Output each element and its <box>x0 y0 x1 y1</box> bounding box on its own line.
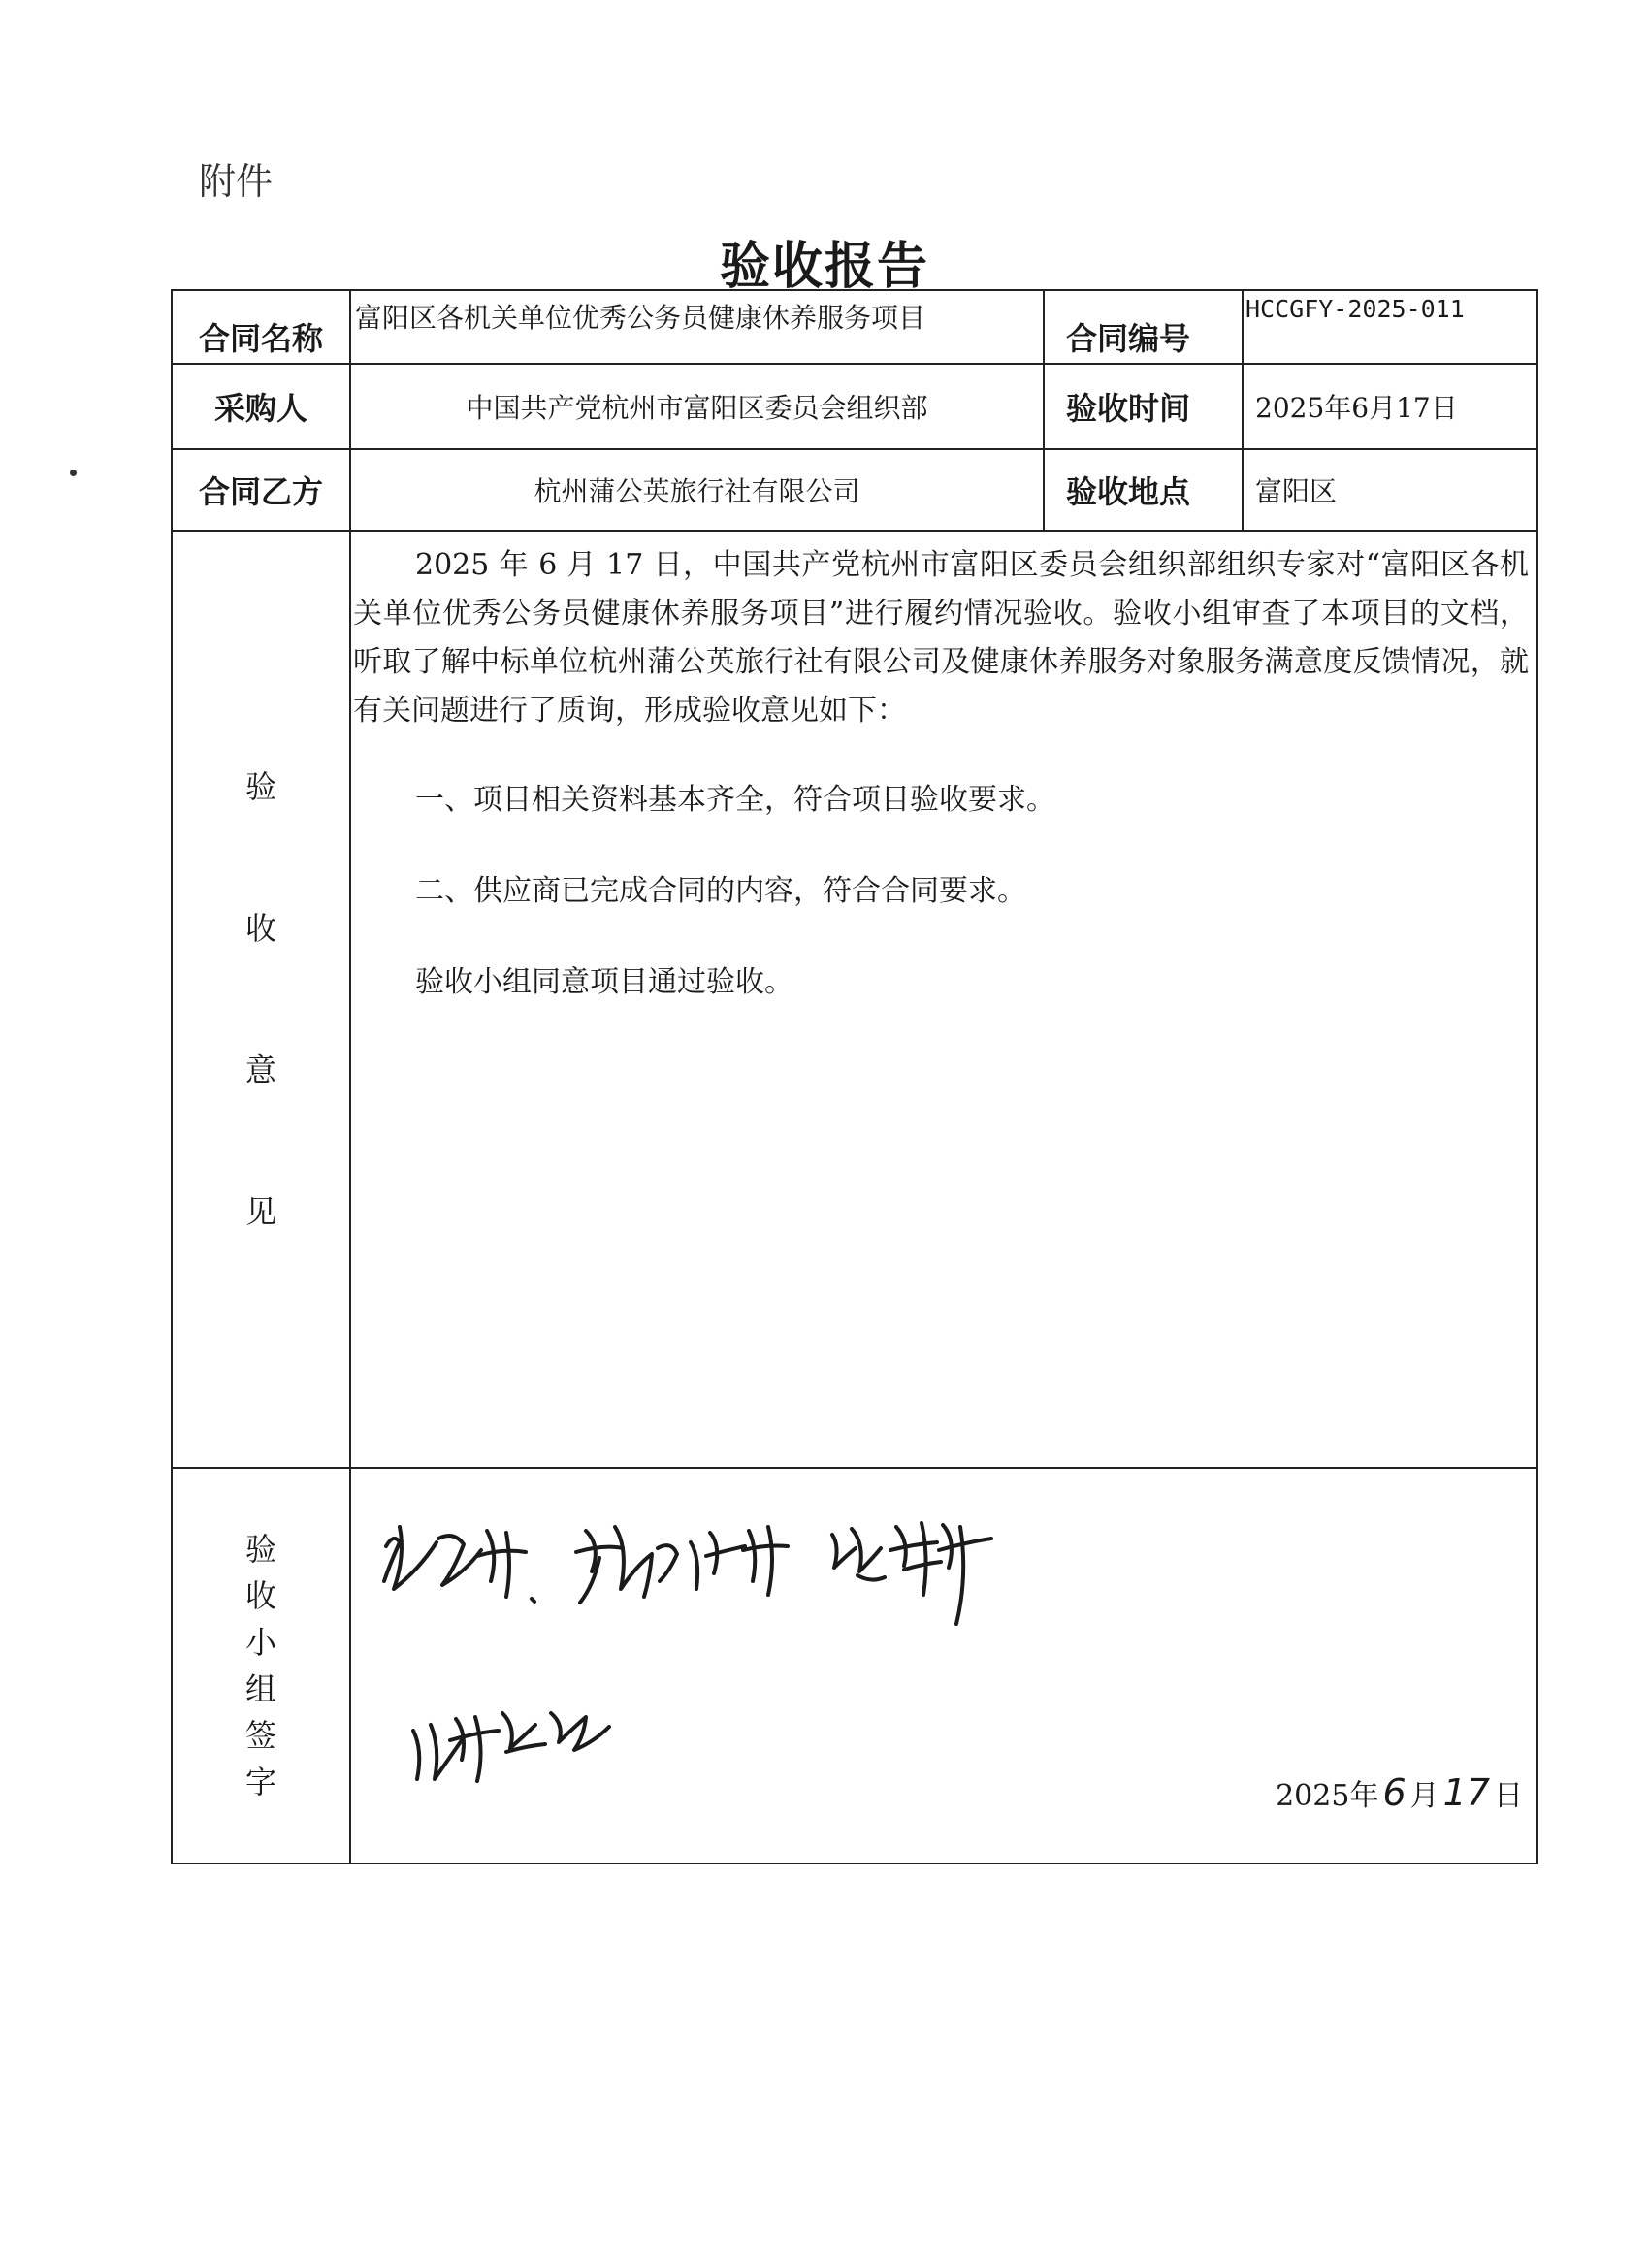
signature-side-char: 收 <box>244 1577 276 1614</box>
signature-side-char: 签 <box>244 1717 276 1754</box>
opinion-conclusion: 验收小组同意项目通过验收。 <box>415 965 793 999</box>
acceptance-report-table <box>171 289 1538 1864</box>
contract-name-value: 富阳区各机关单位优秀公务员健康休养服务项目 <box>350 290 1044 364</box>
acceptance-time-label: 验收时间 <box>1044 364 1243 449</box>
contract-no-label: 合同编号 <box>1044 290 1243 364</box>
signature-side-char: 验 <box>244 1531 276 1568</box>
signature-date-month-handwritten: 6 <box>1382 1771 1406 1814</box>
buyer-label: 采购人 <box>172 364 350 449</box>
contract-no-value: HCCGFY-2025-011 <box>1243 290 1537 364</box>
row-contract-name <box>172 290 1537 364</box>
signature-4 <box>413 1713 609 1781</box>
signature-3 <box>832 1523 991 1624</box>
contract-name-label: 合同名称 <box>172 290 350 364</box>
acceptance-place-label: 验收地点 <box>1044 449 1243 531</box>
row-opinion <box>172 531 1537 1468</box>
opinion-side-char: 验 <box>244 768 276 805</box>
signature-date-day-handwritten: 17 <box>1442 1771 1490 1814</box>
opinion-intro: 2025 年 6 月 17 日，中国共产党杭州市富阳区委员会组织部组织专家对“富阳区各机关单位优秀公务员健康休养服务项目”进行履约情况验收。验收小组审查了本项目的文档，听取了解中标单位杭州蒲公英旅行社有限公司及健康休养服务对象服务满意度反馈情况，就有关问题进行了质询，形成验收意见如下： <box>353 548 1529 728</box>
signature-date-year: 2025年 <box>1276 1779 1379 1813</box>
signature-area <box>350 1468 1537 1863</box>
signature-side-char: 字 <box>244 1764 276 1800</box>
opinion-body <box>350 531 1537 1468</box>
signature-1 <box>384 1527 534 1602</box>
acceptance-place-value: 富阳区 <box>1243 449 1537 531</box>
opinion-side-char: 收 <box>244 910 276 947</box>
party-b-label: 合同乙方 <box>172 449 350 531</box>
signature-date-day-label: 日 <box>1494 1779 1523 1813</box>
signature-date <box>1276 1771 1523 1814</box>
row-buyer <box>172 364 1537 449</box>
opinion-side-char: 意 <box>244 1052 276 1088</box>
row-party-b <box>172 449 1537 531</box>
scan-speck <box>70 470 77 476</box>
signature-date-month-label: 月 <box>1409 1779 1439 1813</box>
buyer-value: 中国共产党杭州市富阳区委员会组织部 <box>350 364 1044 449</box>
row-signature <box>172 1468 1537 1863</box>
opinion-side-char: 见 <box>244 1193 276 1230</box>
page-title: 验收报告 <box>719 238 929 296</box>
attachment-label: 附件 <box>199 160 274 203</box>
acceptance-time-value: 2025年6月17日 <box>1243 364 1537 449</box>
opinion-item-1: 一、项目相关资料基本齐全，符合项目验收要求。 <box>415 783 1055 817</box>
signature-side-char: 小 <box>244 1624 276 1661</box>
signature-side-label <box>172 1468 350 1863</box>
opinion-side-label <box>172 531 350 1468</box>
signature-2 <box>576 1527 788 1603</box>
opinion-item-2: 二、供应商已完成合同的内容，符合合同要求。 <box>415 874 1026 908</box>
party-b-value: 杭州蒲公英旅行社有限公司 <box>350 449 1044 531</box>
signature-side-char: 组 <box>244 1670 276 1707</box>
